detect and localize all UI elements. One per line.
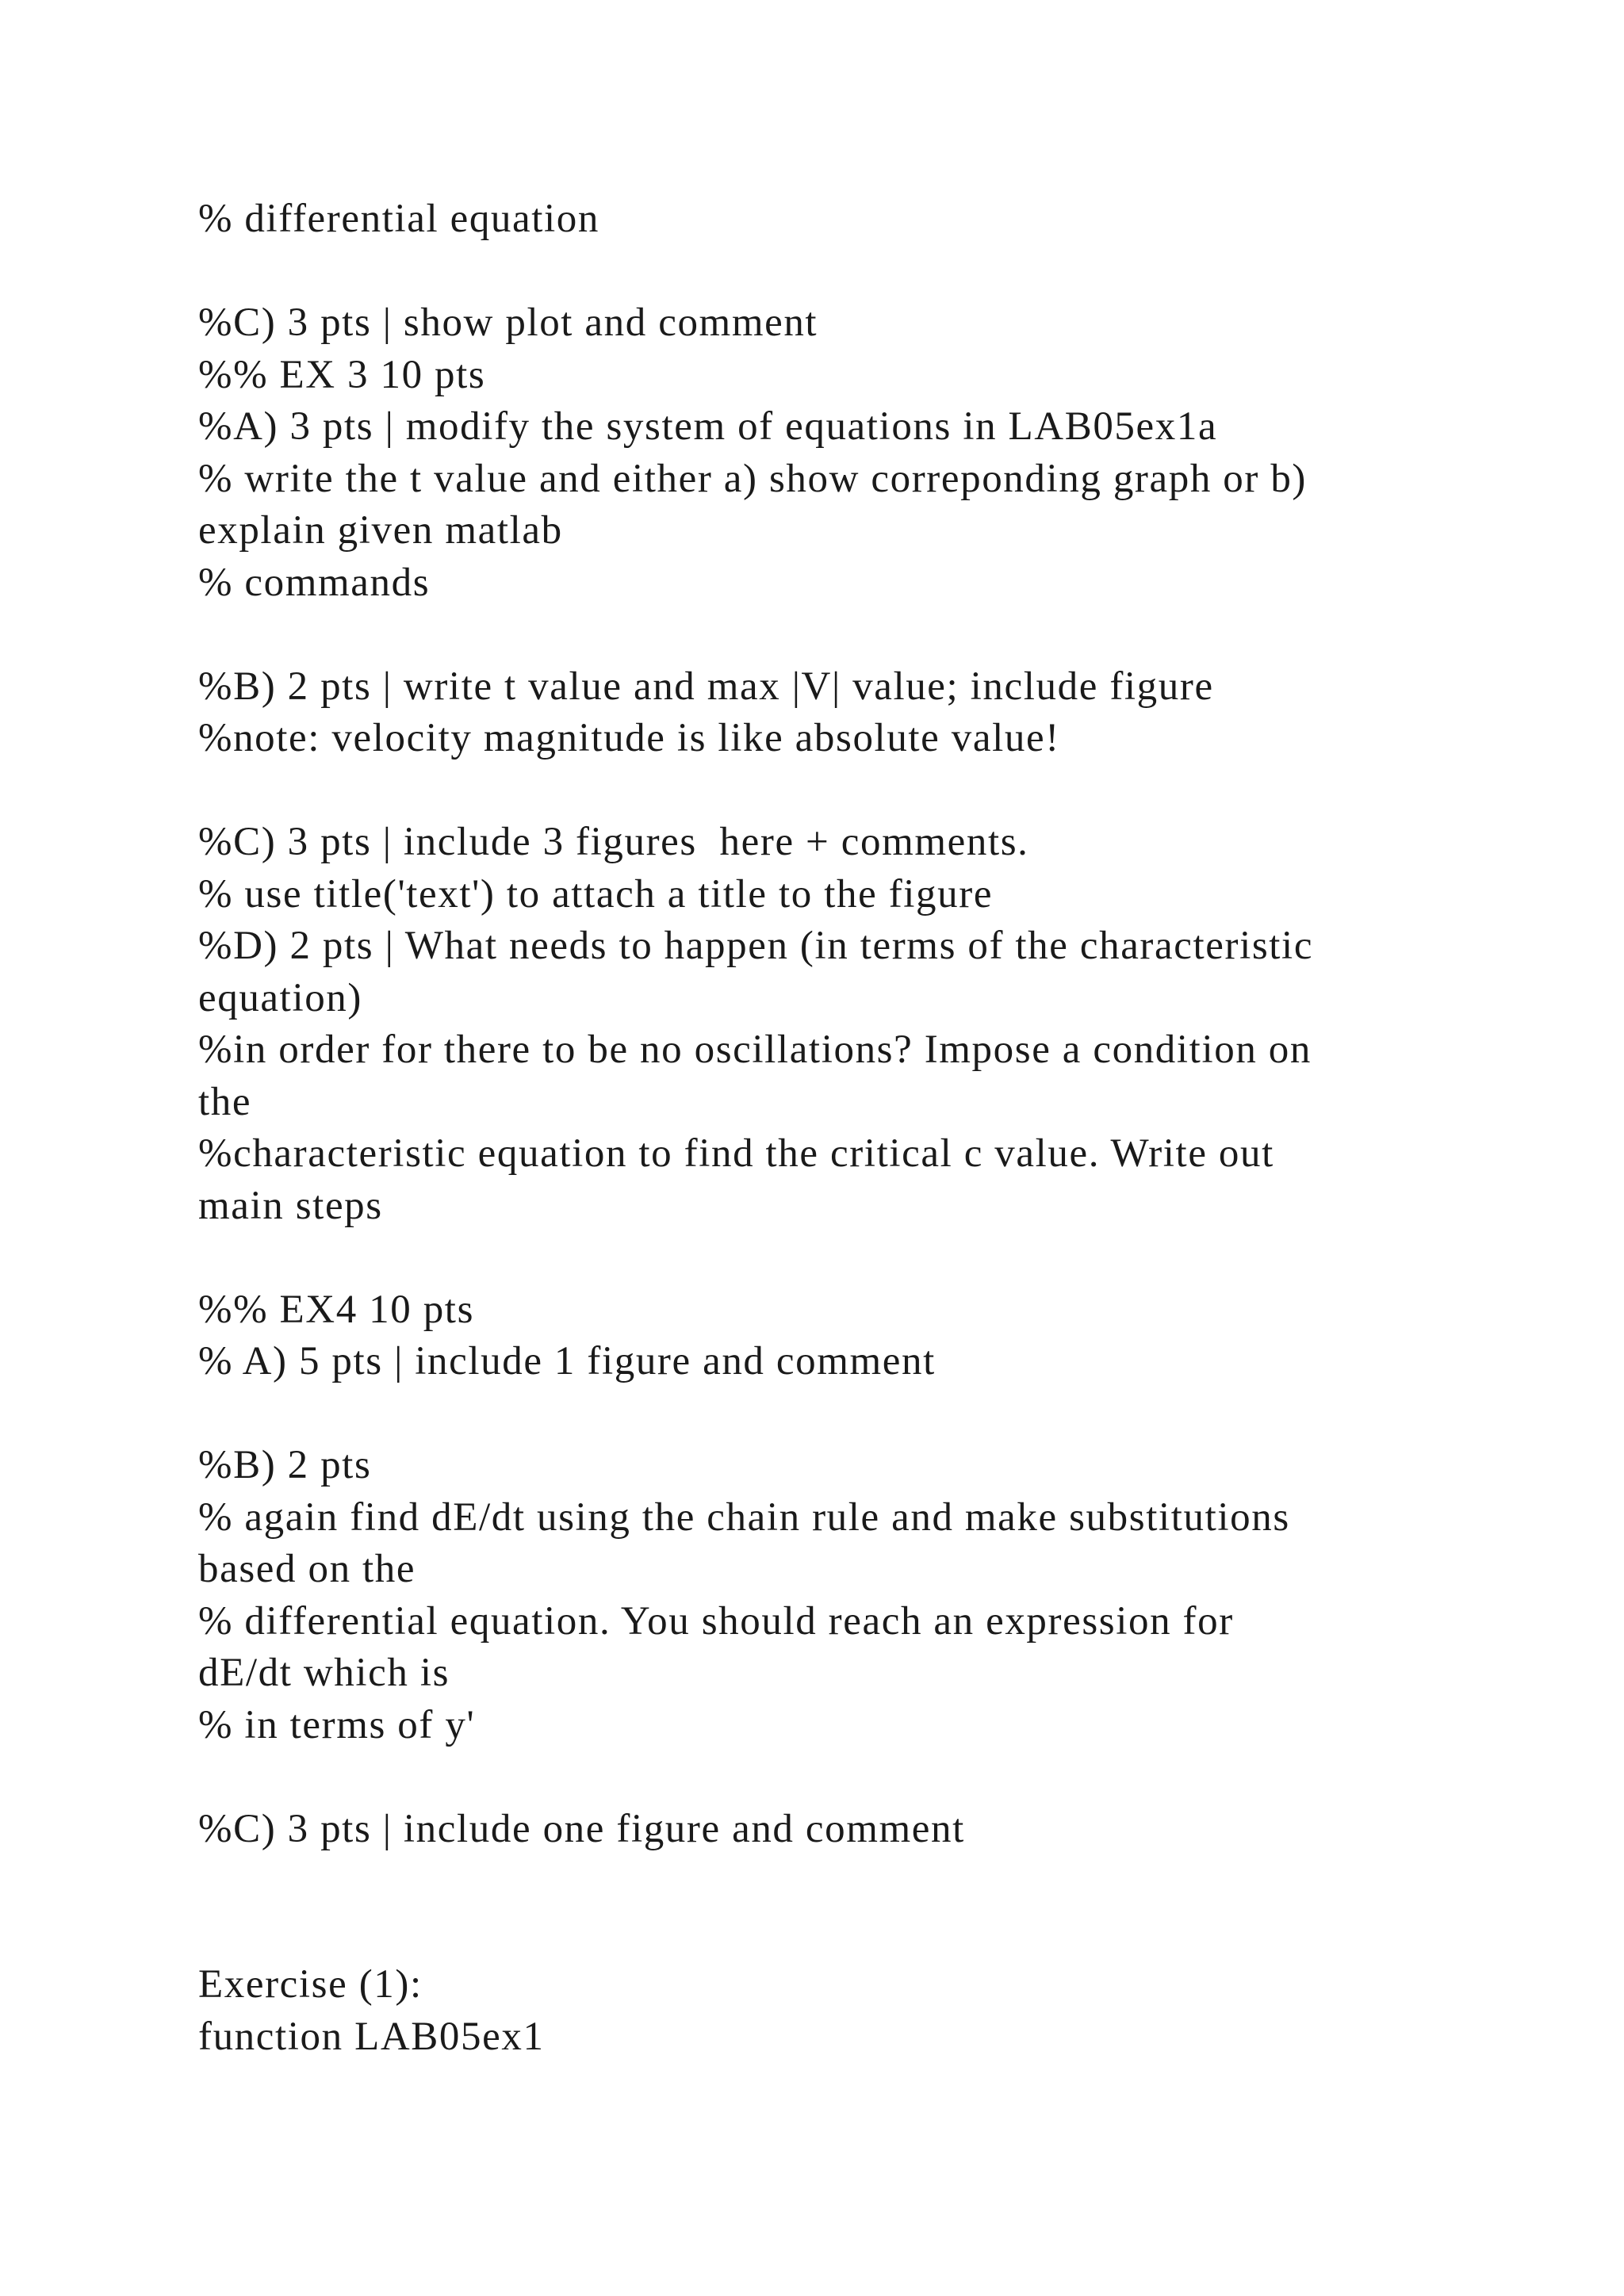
blank-line — [198, 609, 1507, 661]
text-line: explain given matlab — [198, 508, 563, 553]
text-line: dE/dt which is — [198, 1651, 450, 1695]
text-line: function LAB05ex1 — [198, 2014, 545, 2059]
blank-line — [198, 1855, 1507, 1908]
blank-line — [198, 1751, 1507, 1804]
text-line: %C) 3 pts | include one figure and comment — [198, 1806, 965, 1851]
text-line: %C) 3 pts | show plot and comment — [198, 300, 818, 345]
text-line: %in order for there to be no oscillations? Impose a condition on — [198, 1027, 1312, 1072]
document-text — [198, 193, 1507, 2063]
text-line: %characteristic equation to find the critical c value. Write out — [198, 1131, 1274, 1176]
text-line: %B) 2 pts — [198, 1443, 372, 1487]
text-line: Exercise (1): — [198, 1962, 423, 2007]
text-line: % differential equation — [198, 197, 600, 241]
text-line: based on the — [198, 1547, 416, 1591]
blank-line — [198, 1232, 1507, 1284]
text-line: % A) 5 pts | include 1 figure and comment — [198, 1339, 936, 1383]
blank-line — [198, 1908, 1507, 1960]
text-line: %C) 3 pts | include 3 figures here + comments. — [198, 820, 1029, 864]
text-line: equation) — [198, 975, 362, 1020]
text-line: %B) 2 pts | write t value and max |V| value; include figure — [198, 664, 1214, 709]
text-line: %D) 2 pts | What needs to happen (in terms of the characteristic — [198, 924, 1314, 968]
blank-line — [198, 1388, 1507, 1441]
text-line: % write the t value and either a) show correponding graph or b) — [198, 456, 1308, 501]
text-line: %% EX 3 10 pts — [198, 352, 486, 397]
blank-line — [198, 246, 1507, 298]
text-line: the — [198, 1079, 252, 1124]
text-line: main steps — [198, 1183, 383, 1228]
text-line: % use title('text') to attach a title to the figure — [198, 871, 994, 916]
blank-line — [198, 765, 1507, 817]
text-line: % again find dE/dt using the chain rule and make substitutions — [198, 1494, 1290, 1540]
text-line: %% EX4 10 pts — [198, 1287, 475, 1332]
text-line: % commands — [198, 560, 431, 605]
text-line: % differential equation. You should reach an expression for — [198, 1598, 1234, 1644]
text-line: %note: velocity magnitude is like absolute value! — [198, 716, 1060, 760]
text-line: % in terms of y' — [198, 1702, 476, 1747]
text-line: %A) 3 pts | modify the system of equations in LAB05ex1a — [198, 404, 1218, 449]
